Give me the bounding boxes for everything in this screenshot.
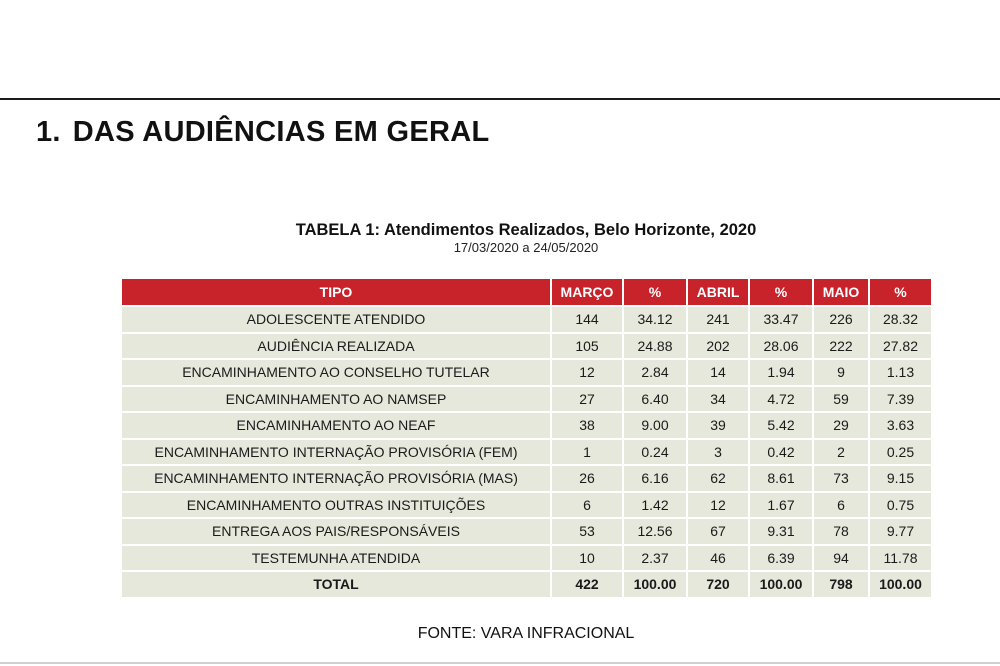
header-marco: MARÇO [551, 279, 623, 306]
cell-tipo: ENTREGA AOS PAIS/RESPONSÁVEIS [122, 518, 551, 545]
cell-marco: 105 [551, 333, 623, 360]
section-title: DAS AUDIÊNCIAS EM GERAL [72, 116, 490, 148]
cell-percent-maio: 27.82 [869, 333, 931, 360]
header-percent-marco: % [623, 279, 687, 306]
cell-maio: 29 [813, 412, 869, 439]
cell-abril: 62 [687, 465, 749, 492]
cell-percent-abril: 9.31 [749, 518, 813, 545]
bottom-rule [0, 662, 1000, 664]
total-row [122, 571, 931, 598]
top-rule [0, 98, 1000, 100]
header-tipo: TIPO [122, 279, 551, 306]
cell-maio: 59 [813, 386, 869, 413]
total-percent-marco: 100.00 [623, 571, 687, 598]
cell-tipo: ENCAMINHAMENTO AO CONSELHO TUTELAR [122, 359, 551, 386]
cell-abril: 34 [687, 386, 749, 413]
section-number: 1. [36, 116, 61, 148]
cell-percent-maio: 7.39 [869, 386, 931, 413]
cell-percent-marco: 2.37 [623, 545, 687, 572]
table-row [122, 333, 931, 360]
cell-maio: 78 [813, 518, 869, 545]
cell-maio: 9 [813, 359, 869, 386]
cell-marco: 12 [551, 359, 623, 386]
cell-percent-marco: 9.00 [623, 412, 687, 439]
cell-percent-abril: 1.94 [749, 359, 813, 386]
table-row [122, 545, 931, 572]
cell-maio: 6 [813, 492, 869, 519]
cell-percent-maio: 9.15 [869, 465, 931, 492]
cell-abril: 14 [687, 359, 749, 386]
cell-percent-maio: 1.13 [869, 359, 931, 386]
cell-abril: 46 [687, 545, 749, 572]
section-heading [36, 116, 489, 149]
cell-abril: 12 [687, 492, 749, 519]
cell-tipo: ADOLESCENTE ATENDIDO [122, 306, 551, 333]
table-header-row [122, 279, 931, 306]
total-percent-abril: 100.00 [749, 571, 813, 598]
cell-percent-abril: 33.47 [749, 306, 813, 333]
cell-percent-marco: 6.40 [623, 386, 687, 413]
cell-percent-marco: 12.56 [623, 518, 687, 545]
cell-tipo: TESTEMUNHA ATENDIDA [122, 545, 551, 572]
cell-marco: 10 [551, 545, 623, 572]
table-row [122, 359, 931, 386]
cell-percent-abril: 6.39 [749, 545, 813, 572]
cell-percent-abril: 0.42 [749, 439, 813, 466]
source-note: FONTE: VARA INFRACIONAL [417, 625, 635, 642]
header-maio: MAIO [813, 279, 869, 306]
cell-tipo: ENCAMINHAMENTO AO NAMSEP [122, 386, 551, 413]
header-percent-maio: % [869, 279, 931, 306]
cell-marco: 38 [551, 412, 623, 439]
cell-tipo: ENCAMINHAMENTO OUTRAS INSTITUIÇÕES [122, 492, 551, 519]
cell-maio: 226 [813, 306, 869, 333]
cell-tipo: ENCAMINHAMENTO INTERNAÇÃO PROVISÓRIA (MAS) [122, 465, 551, 492]
table-row [122, 465, 931, 492]
cell-percent-marco: 1.42 [623, 492, 687, 519]
cell-tipo: ENCAMINHAMENTO AO NEAF [122, 412, 551, 439]
cell-percent-maio: 28.32 [869, 306, 931, 333]
total-label: TOTAL [122, 571, 551, 598]
cell-tipo: AUDIÊNCIA REALIZADA [122, 333, 551, 360]
cell-abril: 3 [687, 439, 749, 466]
cell-abril: 67 [687, 518, 749, 545]
cell-marco: 6 [551, 492, 623, 519]
cell-marco: 53 [551, 518, 623, 545]
cell-abril: 39 [687, 412, 749, 439]
header-percent-abril: % [749, 279, 813, 306]
cell-maio: 94 [813, 545, 869, 572]
cell-percent-abril: 8.61 [749, 465, 813, 492]
total-marco: 422 [551, 571, 623, 598]
cell-percent-marco: 6.16 [623, 465, 687, 492]
cell-percent-maio: 11.78 [869, 545, 931, 572]
cell-marco: 26 [551, 465, 623, 492]
data-table [122, 279, 931, 599]
cell-percent-marco: 34.12 [623, 306, 687, 333]
cell-percent-abril: 4.72 [749, 386, 813, 413]
cell-percent-maio: 0.75 [869, 492, 931, 519]
cell-abril: 202 [687, 333, 749, 360]
table-row [122, 439, 931, 466]
cell-percent-maio: 3.63 [869, 412, 931, 439]
cell-percent-marco: 0.24 [623, 439, 687, 466]
table-row [122, 386, 931, 413]
cell-maio: 73 [813, 465, 869, 492]
cell-percent-abril: 5.42 [749, 412, 813, 439]
cell-percent-abril: 28.06 [749, 333, 813, 360]
cell-abril: 241 [687, 306, 749, 333]
cell-marco: 144 [551, 306, 623, 333]
cell-percent-marco: 24.88 [623, 333, 687, 360]
total-abril: 720 [687, 571, 749, 598]
cell-maio: 222 [813, 333, 869, 360]
table-row [122, 492, 931, 519]
table-row [122, 412, 931, 439]
table-row [122, 306, 931, 333]
total-maio: 798 [813, 571, 869, 598]
table-subtitle: 17/03/2020 a 24/05/2020 [453, 240, 599, 255]
cell-tipo: ENCAMINHAMENTO INTERNAÇÃO PROVISÓRIA (FEM) [122, 439, 551, 466]
total-percent-maio: 100.00 [869, 571, 931, 598]
cell-percent-abril: 1.67 [749, 492, 813, 519]
cell-marco: 1 [551, 439, 623, 466]
cell-percent-maio: 9.77 [869, 518, 931, 545]
cell-marco: 27 [551, 386, 623, 413]
header-abril: ABRIL [687, 279, 749, 306]
table-title: TABELA 1: Atendimentos Realizados, Belo Horizonte, 2020 [295, 221, 757, 239]
table-row [122, 518, 931, 545]
cell-maio: 2 [813, 439, 869, 466]
cell-percent-maio: 0.25 [869, 439, 931, 466]
cell-percent-marco: 2.84 [623, 359, 687, 386]
